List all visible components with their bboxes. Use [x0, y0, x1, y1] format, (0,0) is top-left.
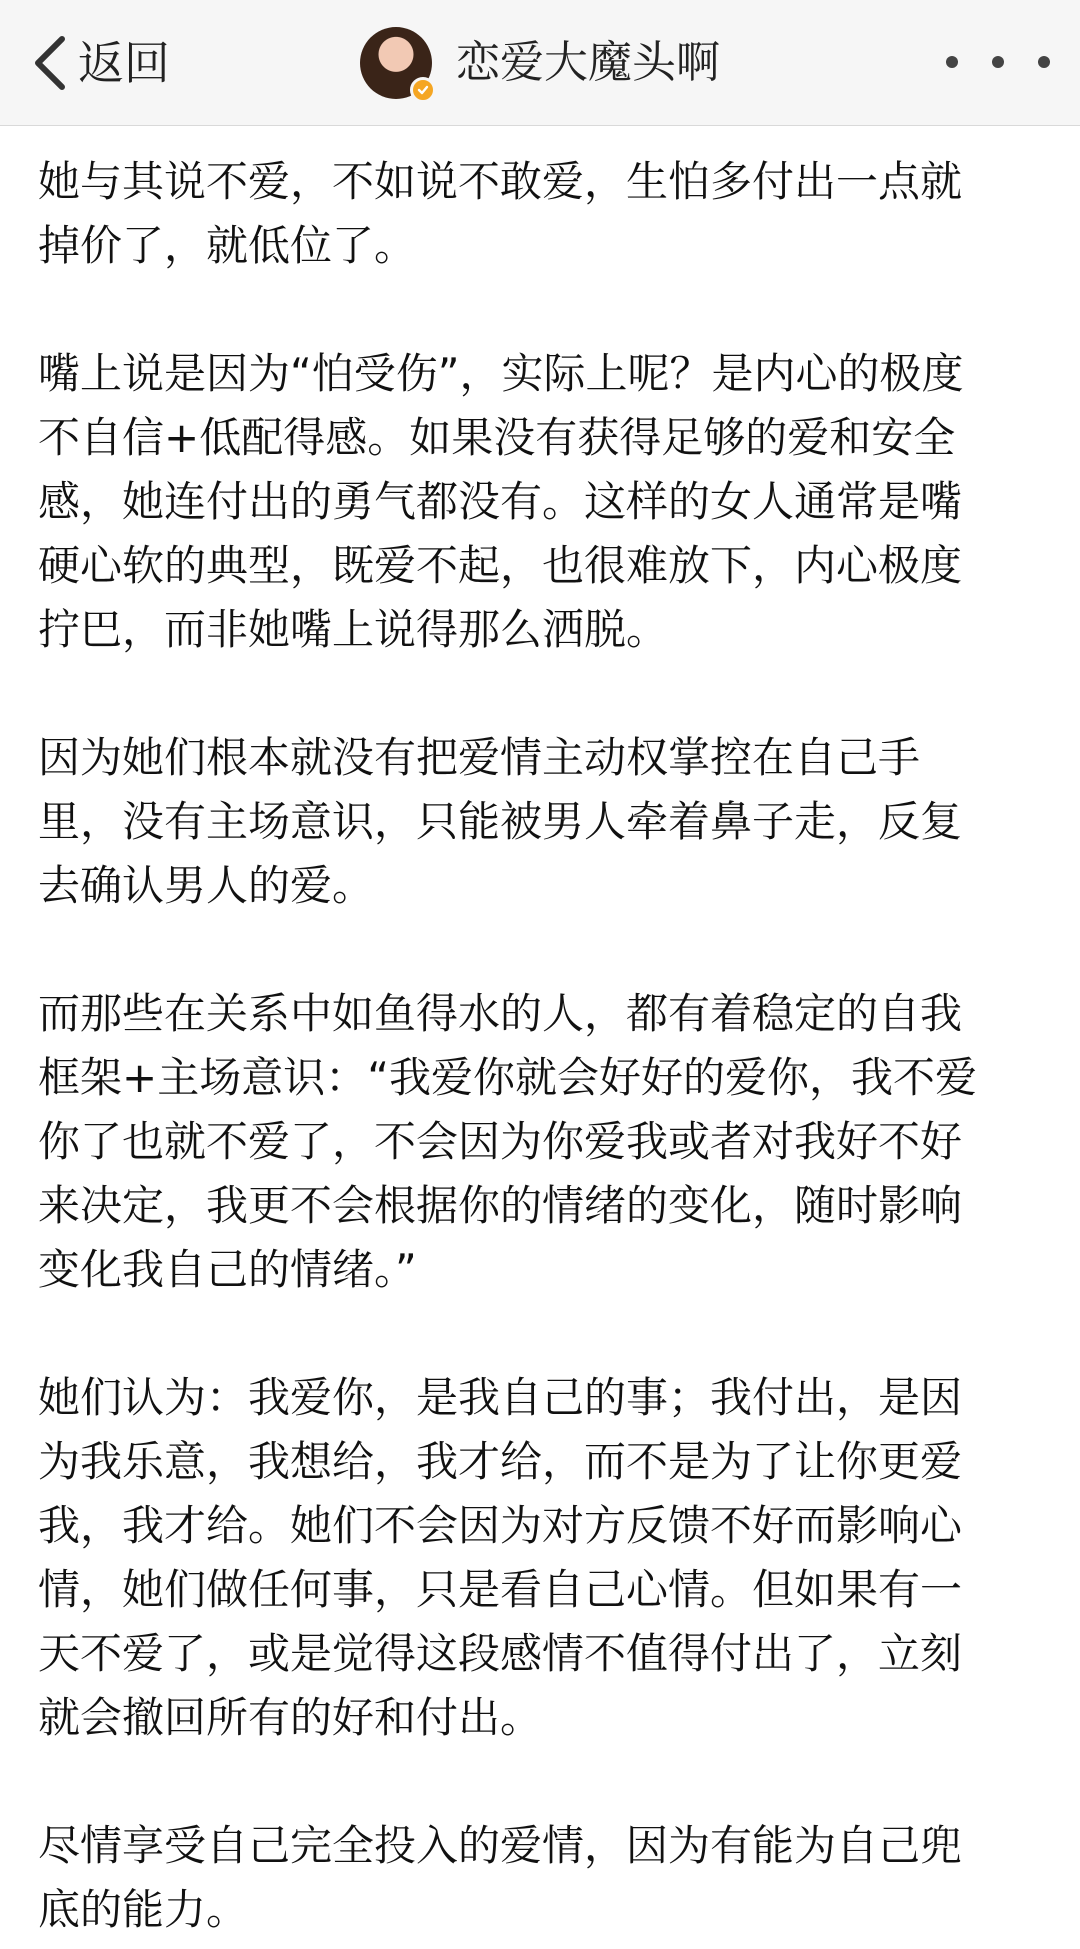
avatar[interactable] [360, 27, 432, 99]
post-paragraph: 嘴上说是因为“怕受伤”，实际上呢？是内心的极度 不自信+低配得感。如果没有获得足够的爱和安全 感，她连付出的勇气都没有。这样的女人通常是嘴 硬心软的典型，既爱不起，也很难放下，内心极度 拧巴，而非她嘴上说得那么洒脱。 [38, 349, 964, 654]
post-paragraph: 而那些在关系中如鱼得水的人，都有着稳定的自我 框架+主场意识：“我爱你就会好好的爱你，我不爱 你了也就不爱了，不会因为你爱我或者对我好不好 来决定，我更不会根据你的情绪的变化，随时影响 变化我自己的情绪。” [38, 989, 977, 1294]
more-dot-icon [946, 56, 958, 68]
post-paragraph: 因为她们根本就没有把爱情主动权掌控在自己手 里，没有主场意识，只能被男人牵着鼻子走，反复 去确认男人的爱。 [38, 733, 963, 910]
account-header[interactable] [360, 20, 720, 106]
top-nav-bar [0, 0, 1080, 126]
post-paragraph: 尽情享受自己完全投入的爱情，因为有能为自己兜 底的能力。 [38, 1821, 963, 1934]
chevron-left-icon [28, 33, 72, 93]
verified-badge-icon [410, 77, 436, 103]
post-body [38, 150, 1038, 1942]
more-dot-icon [1038, 56, 1050, 68]
more-options-button[interactable] [946, 42, 1050, 82]
post-paragraph: 她与其说不爱，不如说不敢爱，生怕多付出一点就 掉价了，就低位了。 [38, 157, 963, 270]
back-button[interactable] [28, 28, 170, 98]
account-name[interactable]: 恋爱大魔头啊 [456, 37, 720, 88]
more-dot-icon [992, 56, 1004, 68]
back-label: 返回 [78, 36, 170, 90]
post-paragraph: 她们认为：我爱你，是我自己的事；我付出，是因 为我乐意，我想给，我才给，而不是为了让你更爱 我，我才给。她们不会因为对方反馈不好而影响心 情，她们做任何事，只是看自己心情。但如果有一 天不爱了，或是觉得这段感情不值得付出了，立刻 就会撤回所有的好和付出。 [38, 1373, 963, 1742]
